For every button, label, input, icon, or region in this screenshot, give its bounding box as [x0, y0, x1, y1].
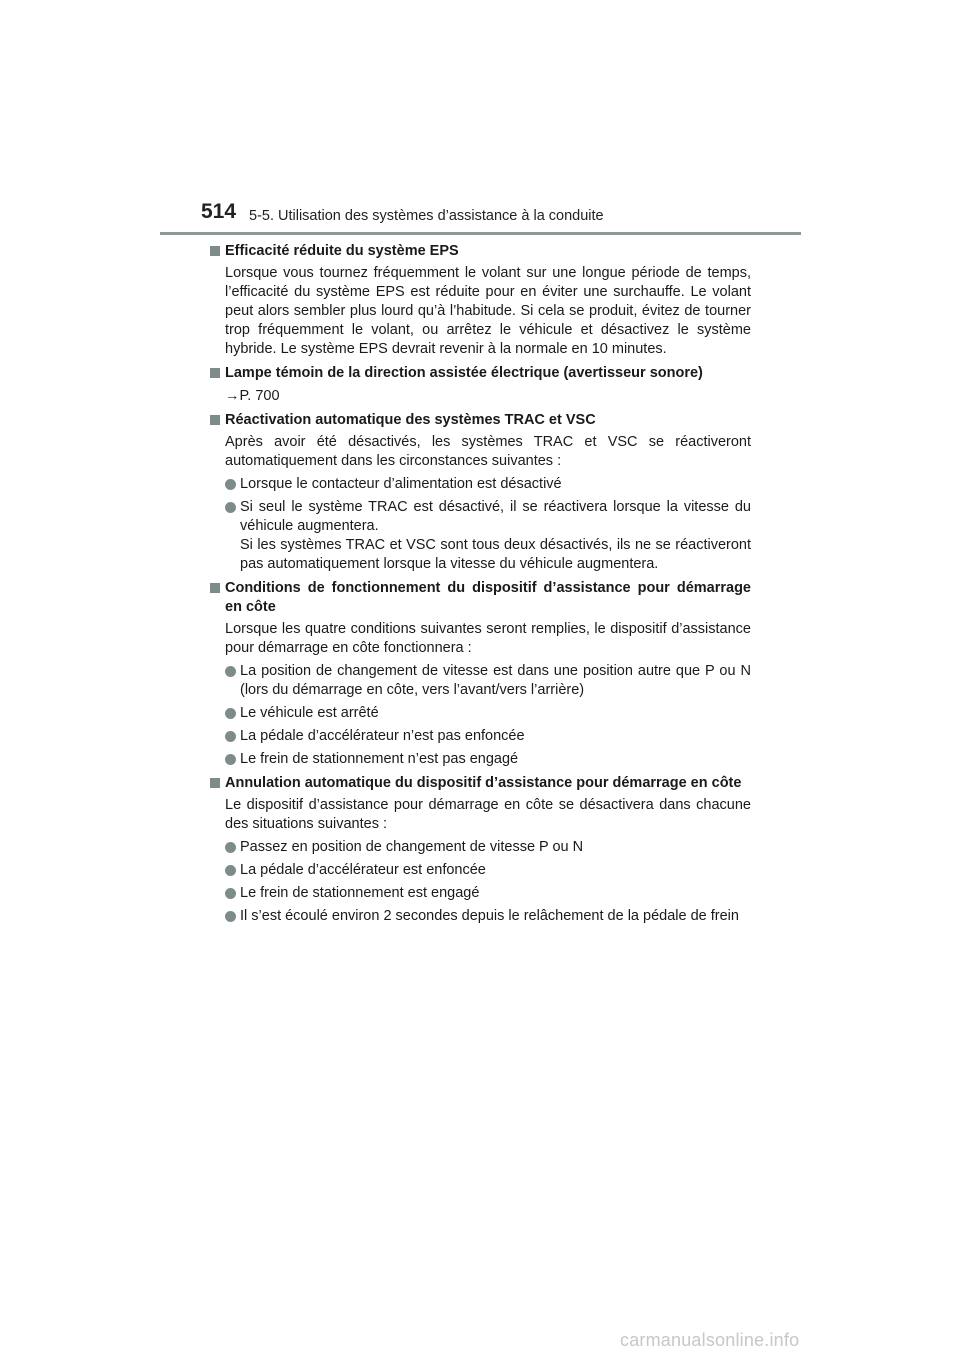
circle-bullet-icon: [225, 708, 236, 719]
section-eps-warning-lamp: [210, 364, 751, 406]
list-item: Il s’est écoulé environ 2 secondes depuis le relâchement de la pédale de frein: [210, 907, 751, 926]
list-item: Le frein de stationnement est engagé: [210, 884, 751, 903]
square-bullet-icon: [210, 368, 220, 378]
circle-bullet-icon: [225, 865, 236, 876]
section-eps-efficiency: [210, 242, 751, 359]
section-paragraph: Le dispositif d’assistance pour démarrage en côte se désactivera dans chacune des situations suivantes :: [225, 797, 751, 832]
list-item: La position de changement de vitesse est dans une position autre que P ou N (lors du démarrage en côte, vers l’avant/vers l’arrière): [210, 662, 751, 700]
list-item: La pédale d’accélérateur est enfoncée: [210, 861, 751, 880]
list-item: Lorsque le contacteur d’alimentation est désactivé: [210, 475, 751, 494]
square-bullet-icon: [210, 778, 220, 788]
list-item: Le frein de stationnement n’est pas engagé: [210, 750, 751, 769]
circle-bullet-icon: [225, 502, 236, 513]
circle-bullet-icon: [225, 479, 236, 490]
page-content: [210, 242, 751, 931]
section-paragraph: Lorsque vous tournez fréquemment le volant sur une longue période de temps, l’efficacité du système EPS est réduite pour en éviter une surchauffe. Le volant peut alors sembler plus lourd qu’à l’habitude. Si cela se produit, évitez de tourner trop fréquemment le volant, ou arrêtez le véhicule et désactivez le système hybride. Le système EPS devrait revenir à la normale en 10 minutes.: [225, 265, 751, 357]
section-title: Lampe témoin de la direction assistée électrique (avertisseur sonore): [210, 364, 751, 383]
circle-bullet-icon: [225, 731, 236, 742]
circle-bullet-icon: [225, 754, 236, 765]
section-paragraph: Après avoir été désactivés, les systèmes TRAC et VSC se réactiveront automatiquement dans les circonstances suivantes :: [225, 434, 751, 469]
section-hill-start-cancellation: [210, 774, 751, 926]
circle-bullet-icon: [225, 888, 236, 899]
header-divider: [160, 232, 801, 235]
section-paragraph: Lorsque les quatre conditions suivantes seront remplies, le dispositif d’assistance pour démarrage en côte fonctionnera :: [225, 621, 751, 656]
page-number: 514: [201, 200, 237, 223]
page-header: [0, 0, 960, 240]
square-bullet-icon: [210, 415, 220, 425]
square-bullet-icon: [210, 246, 220, 256]
section-hill-start-conditions: [210, 579, 751, 769]
section-title: Réactivation automatique des systèmes TRAC et VSC: [210, 411, 751, 430]
list-item: La pédale d’accélérateur n’est pas enfoncée: [210, 727, 751, 746]
list-item: Passez en position de changement de vitesse P ou N: [210, 838, 751, 857]
section-trac-vsc-reactivation: [210, 411, 751, 574]
site-watermark: carmanualsonline.info: [620, 1330, 800, 1350]
circle-bullet-icon: [225, 666, 236, 677]
circle-bullet-icon: [225, 842, 236, 853]
list-item: Si seul le système TRAC est désactivé, il se réactivera lorsque la vitesse du véhicule augmentera. Si les systèmes TRAC et VSC sont tous deux désactivés, ils ne se réactiveront pas automatiquement lorsque la vitesse du véhicule augmentera.: [210, 498, 751, 574]
square-bullet-icon: [210, 583, 220, 593]
chapter-title: 5-5. Utilisation des systèmes d’assistance à la conduite: [249, 208, 604, 224]
circle-bullet-icon: [225, 911, 236, 922]
section-title: Efficacité réduite du système EPS: [210, 242, 751, 261]
section-title: Annulation automatique du dispositif d’assistance pour démarrage en côte: [210, 774, 751, 793]
list-item: Le véhicule est arrêté: [210, 704, 751, 723]
section-title: Conditions de fonctionnement du dispositif d’assistance pour démarrage en côte: [210, 579, 751, 617]
page-reference-link[interactable]: →P. 700: [225, 388, 280, 404]
